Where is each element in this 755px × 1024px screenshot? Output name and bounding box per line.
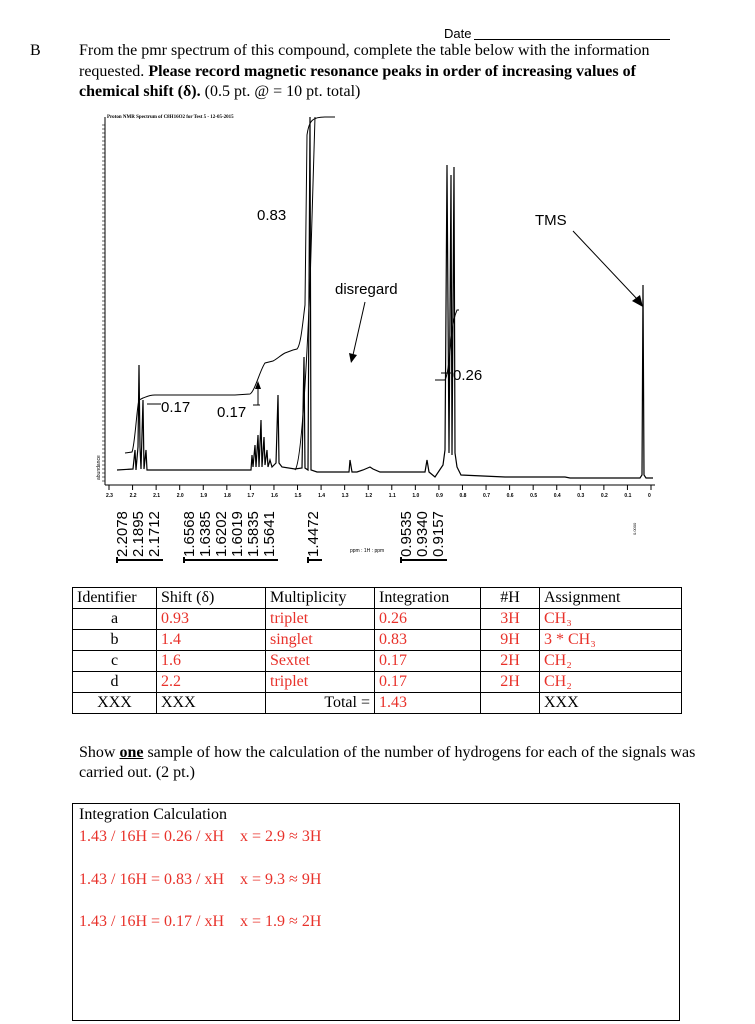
x-tick-label: 1.0: [412, 493, 420, 499]
peak-shift-label: 2.2078: [114, 511, 131, 557]
cell-integration[interactable]: 0.83: [375, 630, 481, 651]
peak-shift-label: 1.5835: [245, 511, 262, 557]
x-tick-label: 0.7: [483, 493, 490, 499]
footer-xxx-1: XXX: [73, 693, 157, 714]
calc-line: 1.43 / 16H = 0.17 / xH x = 1.9 ≈ 2H: [79, 913, 322, 930]
cell-h-count[interactable]: 3H: [481, 609, 540, 630]
cell-identifier: b: [73, 630, 157, 651]
results-table: [72, 587, 682, 714]
x-tick-label: 2.3: [106, 493, 113, 499]
x-tick-label: 0.2: [600, 493, 608, 499]
x-tick-label: 1.7: [247, 493, 255, 499]
table-row: [73, 672, 682, 693]
x-tick-label: 1.2: [365, 493, 373, 499]
x-tick-label: 0.6: [506, 493, 514, 499]
calc-prompt-pre: Show: [79, 744, 120, 761]
cell-integration[interactable]: 0.17: [375, 651, 481, 672]
cell-h-count[interactable]: 9H: [481, 630, 540, 651]
peak-shift-label: 1.4472: [305, 511, 322, 557]
peak-shift-label: 1.5641: [261, 511, 278, 557]
section-letter: B: [30, 42, 41, 59]
x-tick-label: 0.9: [435, 493, 443, 499]
x-axis-label: ppm : 1H : ppm: [350, 548, 385, 554]
peak-shift-label: 1.6202: [213, 511, 230, 557]
label-tms: TMS: [535, 212, 567, 229]
header-multiplicity: Multiplicity: [266, 588, 375, 609]
footer-xxx-3: XXX: [540, 693, 682, 714]
x-tick-label: 2.0: [176, 493, 184, 499]
footer-total-value[interactable]: 1.43: [375, 693, 481, 714]
date-field-line[interactable]: [474, 39, 670, 40]
x-tick-label: 0.1: [624, 493, 632, 499]
label-083: 0.83: [257, 207, 287, 224]
cell-integration[interactable]: 0.26: [375, 609, 481, 630]
x-tick-label: 0: [648, 493, 651, 499]
spectrum-title: Proton NMR Spectrum of C8H16O2 for Test 5 - 12-05-2015: [107, 115, 234, 120]
cell-shift[interactable]: 2.2: [157, 672, 266, 693]
cell-shift[interactable]: 1.4: [157, 630, 266, 651]
cell-multiplicity[interactable]: Sextet: [266, 651, 375, 672]
x-tick-label: 0.5: [530, 493, 538, 499]
cell-assignment[interactable]: CH₂: [540, 672, 682, 693]
cell-shift[interactable]: 0.93: [157, 609, 266, 630]
instructions-bold: Please record magnetic resonance peaks in order of increasing values of chemical shift (δ).: [79, 62, 636, 100]
cell-identifier: c: [73, 651, 157, 672]
x-tick-label: 1.4: [318, 493, 326, 499]
cell-multiplicity[interactable]: triplet: [266, 672, 375, 693]
cell-assignment[interactable]: CH₃: [540, 609, 682, 630]
x-tick-label: 1.8: [223, 493, 231, 499]
header-shift: Shift (δ): [157, 588, 266, 609]
x-tick-label: 1.1: [388, 493, 396, 499]
label-disregard: disregard: [335, 281, 398, 298]
table-row: [73, 651, 682, 672]
peak-shift-label: 2.1895: [130, 511, 147, 557]
peak-shift-label: 0.0000: [632, 522, 637, 535]
footer-xxx-2: XXX: [157, 693, 266, 714]
calc-prompt-emph: one: [119, 744, 144, 761]
peak-shift-label: 2.1712: [146, 511, 163, 557]
cell-integration[interactable]: 0.17: [375, 672, 481, 693]
table-row: [73, 609, 682, 630]
cell-shift[interactable]: 1.6: [157, 651, 266, 672]
instructions-part1: From the pmr spectrum of this compound, complete the table below with the information requested.: [79, 42, 650, 80]
header-h-count: #H: [481, 588, 540, 609]
x-tick-label: 1.9: [200, 493, 208, 499]
instructions-part2: (0.5 pt. @ = 10 pt. total): [200, 83, 361, 100]
cell-multiplicity[interactable]: singlet: [266, 630, 375, 651]
calc-line: 1.43 / 16H = 0.26 / xH x = 2.9 ≈ 3H: [79, 828, 322, 845]
label-026: 0.26: [453, 367, 483, 384]
cell-multiplicity[interactable]: triplet: [266, 609, 375, 630]
cell-identifier: a: [73, 609, 157, 630]
table-row: [73, 630, 682, 651]
calc-box-title: Integration Calculation: [79, 806, 227, 823]
instructions: [79, 41, 699, 103]
x-tick-label: 2.1: [153, 493, 161, 499]
cell-identifier: d: [73, 672, 157, 693]
peak-shift-label: 1.6019: [229, 511, 246, 557]
calc-line: 1.43 / 16H = 0.83 / xH x = 9.3 ≈ 9H: [79, 871, 322, 888]
x-tick-label: 1.5: [294, 493, 302, 499]
x-tick-label: 0.8: [459, 493, 467, 499]
table-header-row: [73, 588, 682, 609]
x-tick-label: 1.6: [270, 493, 278, 499]
cell-h-count[interactable]: 2H: [481, 651, 540, 672]
footer-total-label: Total =: [266, 693, 375, 714]
header-assignment: Assignment: [540, 588, 682, 609]
calc-prompt: [79, 743, 699, 783]
x-tick-label: 0.3: [577, 493, 585, 499]
date-label: Date: [444, 26, 472, 41]
footer-empty: [481, 693, 540, 714]
peak-shift-label: 0.9157: [430, 511, 447, 557]
y-axis-label: abundance: [96, 455, 102, 480]
table-footer-row: [73, 693, 682, 714]
header-identifier: Identifier: [73, 588, 157, 609]
nmr-spectrum: [95, 105, 670, 570]
peak-shift-label: 0.9535: [398, 511, 415, 557]
cell-assignment[interactable]: 3 * CH₃: [540, 630, 682, 651]
x-tick-label: 0.4: [553, 493, 561, 499]
calc-prompt-post: sample of how the calculation of the number of hydrogens for each of the signals was carried out. (2 pt.): [79, 744, 696, 781]
header-integration: Integration: [375, 588, 481, 609]
peak-shift-label: 0.9340: [414, 511, 431, 557]
x-tick-label: 1.3: [341, 493, 349, 499]
peak-shift-label: 1.6568: [181, 511, 198, 557]
peak-shift-label: 1.6385: [197, 511, 214, 557]
cell-h-count[interactable]: 2H: [481, 672, 540, 693]
label-017-right: 0.17: [217, 404, 247, 421]
x-tick-label: 2.2: [129, 493, 137, 499]
label-017-left: 0.17: [161, 399, 191, 416]
cell-assignment[interactable]: CH₂: [540, 651, 682, 672]
